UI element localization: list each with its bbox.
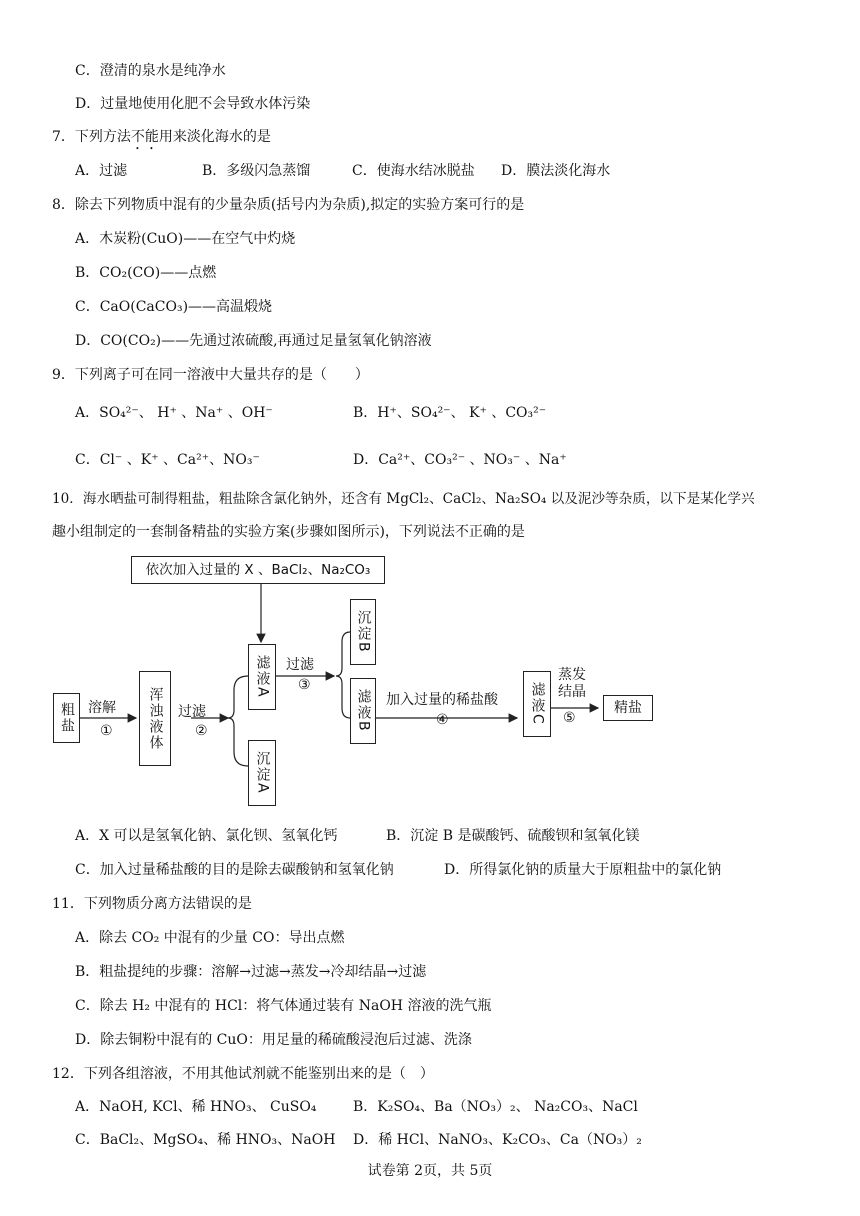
step4-number: ④ <box>436 712 449 728</box>
q12-stem: 12．下列各组溶液，不用其他试剂就不能鉴别出来的是（ ） <box>52 1066 434 1082</box>
precipitate-b-box: 沉淀B <box>350 599 376 665</box>
step5-label-evaporate: 蒸发 <box>558 667 586 683</box>
q9-options-row1 <box>75 403 775 423</box>
q7-option-a: A．过滤 <box>75 163 128 179</box>
q11-option-d: D．除去铜粉中混有的 CuO：用足量的稀硫酸浸泡后过滤、洗涤 <box>75 1032 472 1048</box>
q7-option-d: D．膜法淡化海水 <box>501 163 611 179</box>
q10-stem-line1: 10．海水晒盐可制得粗盐，粗盐除含氯化钠外，还含有 MgCl₂、CaCl₂、Na₂SO₄ 以及泥沙等杂质，以下是某化学兴 <box>52 491 755 507</box>
step3-label: 过滤 <box>286 657 314 673</box>
q8-option-a: A．木炭粉(CuO)——在空气中灼烧 <box>75 231 296 247</box>
q11-option-a: A．除去 CO₂ 中混有的少量 CO：导出点燃 <box>75 930 345 946</box>
filtrate-b-box: 滤液B <box>350 678 376 744</box>
step3-number: ③ <box>298 677 311 693</box>
step5-label-crystallize: 结晶 <box>558 684 586 700</box>
step1-number: ① <box>100 723 113 739</box>
step2-number: ② <box>195 723 208 739</box>
q8-stem: 8．除去下列物质中混有的少量杂质(括号内为杂质),拟定的实验方案可行的是 <box>52 197 525 213</box>
q12-options-row1 <box>75 1097 795 1117</box>
q7-stem-emphasis: 不能 <box>130 129 159 145</box>
q11-option-c: C．除去 H₂ 中混有的 HCl：将气体通过装有 NaOH 溶液的洗气瓶 <box>75 998 492 1014</box>
q7-stem-pre: 7．下列方法 <box>52 129 131 145</box>
q12-option-b: B．K₂SO₄、Ba（NO₃）₂、 Na₂CO₃、NaCl <box>353 1099 638 1115</box>
salt-purification-flowchart <box>50 550 750 815</box>
turbid-liquid-box: 浑浊液体 <box>139 671 171 766</box>
q12-options-row2 <box>75 1130 795 1150</box>
q12-option-a: A．NaOH, KCl、稀 HNO₃、 CuSO₄ <box>75 1099 317 1115</box>
q12-option-d: D．稀 HCl、NaNO₃、K₂CO₃、Ca（NO₃）₂ <box>353 1132 642 1148</box>
q7-option-b: B．多级闪急蒸馏 <box>202 163 311 179</box>
q9-option-b: B．H⁺、SO₄²⁻、 K⁺ 、CO₃²⁻ <box>353 405 547 421</box>
q10-option-d: D．所得氯化钠的质量大于原粗盐中的氯化钠 <box>444 862 722 878</box>
reagent-box: 依次加入过量的 X 、BaCl₂、Na₂CO₃ <box>131 556 385 584</box>
q11-option-b: B．粗盐提纯的步骤：溶解→过滤→蒸发→冷却结晶→过滤 <box>75 964 427 980</box>
step4-label: 加入过量的稀盐酸 <box>386 692 498 708</box>
q10-option-b: B．沉淀 B 是碳酸钙、硫酸钡和氢氧化镁 <box>386 828 640 844</box>
crude-salt-box: 粗盐 <box>53 693 80 743</box>
q9-option-c: C．Cl⁻ 、K⁺ 、Ca²⁺、NO₃⁻ <box>75 452 260 468</box>
filtrate-a-box: 滤液A <box>248 644 276 710</box>
q12-option-c: C．BaCl₂、MgSO₄、稀 HNO₃、NaOH <box>75 1132 336 1148</box>
step1-label: 溶解 <box>88 700 116 716</box>
step2-label: 过滤 <box>178 704 206 720</box>
q7-option-c: C．使海水结冰脱盐 <box>352 163 475 179</box>
q10-stem-line2: 趣小组制定的一套制备精盐的实验方案(步骤如图所示)，下列说法不正确的是 <box>52 524 525 540</box>
q10-option-a: A．X 可以是氢氧化钠、氯化钡、氢氧化钙 <box>75 828 338 844</box>
q7-stem <box>52 128 271 153</box>
q7-stem-post: 用来淡化海水的是 <box>158 129 271 145</box>
q7-options <box>75 161 775 181</box>
q6-option-c: C．澄清的泉水是纯净水 <box>75 63 226 79</box>
q8-option-b: B．CO₂(CO)——点燃 <box>75 265 217 281</box>
q9-option-a: A．SO₄²⁻、 H⁺ 、Na⁺ 、OH⁻ <box>75 405 273 421</box>
q8-option-d: D．CO(CO₂)——先通过浓硫酸,再通过足量氢氧化钠溶液 <box>75 333 432 349</box>
q8-option-c: C．CaO(CaCO₃)——高温煅烧 <box>75 299 273 315</box>
page-footer: 试卷第 2页，共 5页 <box>367 1163 493 1179</box>
fine-salt-box: 精盐 <box>603 695 653 721</box>
q9-options-row2 <box>75 450 775 470</box>
q6-option-d: D．过量地使用化肥不会导致水体污染 <box>75 96 311 112</box>
q10-option-c: C．加入过量稀盐酸的目的是除去碳酸钠和氢氧化钠 <box>75 862 394 878</box>
step5-number: ⑤ <box>563 710 576 726</box>
q9-option-d: D．Ca²⁺、CO₃²⁻ 、NO₃⁻ 、Na⁺ <box>353 452 567 468</box>
q9-stem: 9．下列离子可在同一溶液中大量共存的是（ ） <box>52 367 369 383</box>
precipitate-a-box: 沉淀A <box>248 740 276 806</box>
filtrate-c-box: 滤液C <box>523 671 551 737</box>
q11-stem: 11．下列物质分离方法错误的是 <box>52 896 252 912</box>
